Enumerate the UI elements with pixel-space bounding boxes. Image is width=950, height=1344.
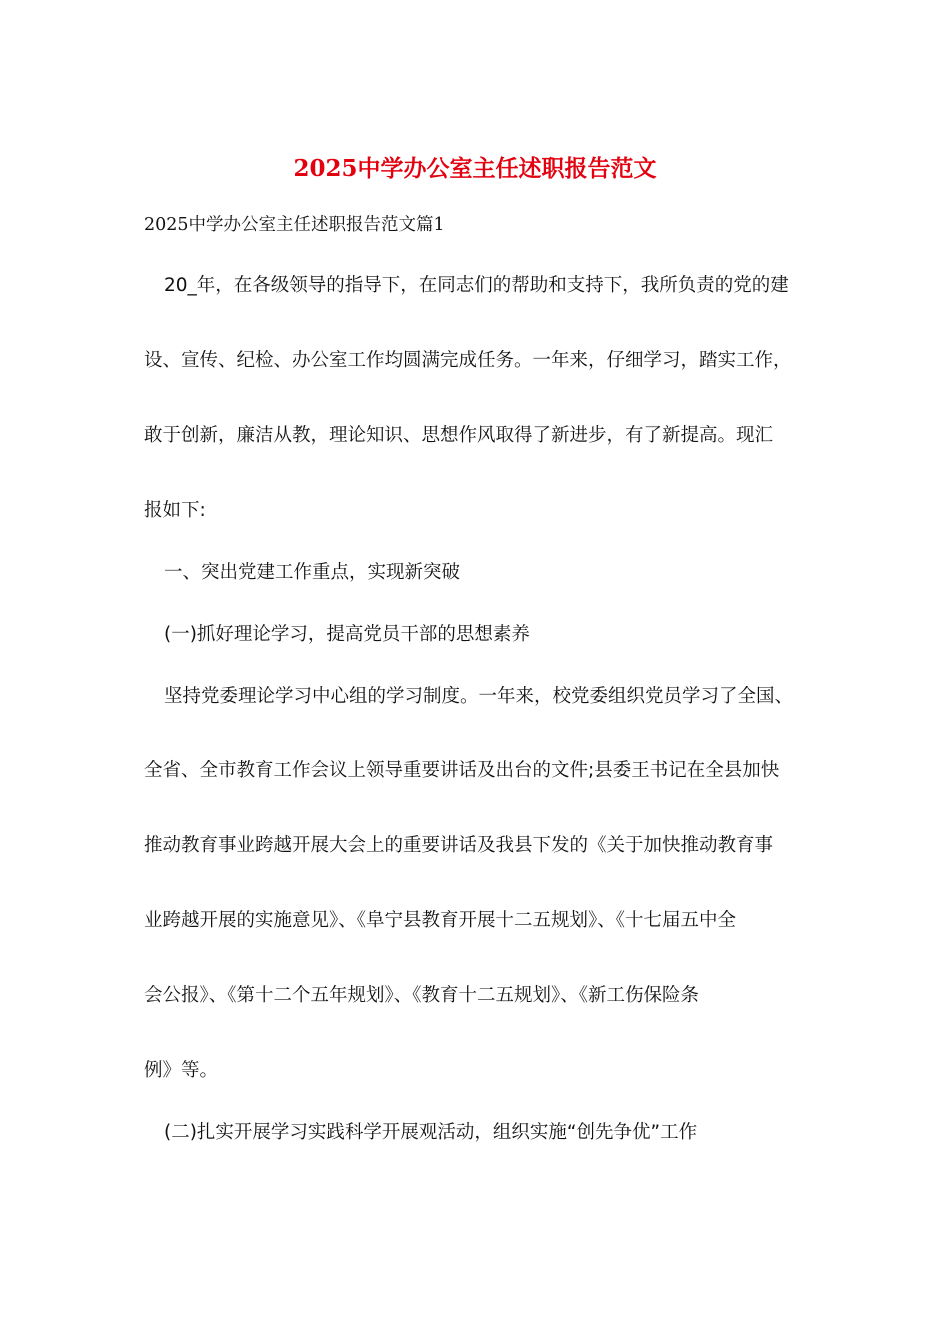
paragraph-line: 敢于创新，廉洁从教，理论知识、思想作风取得了新进步，有了新提高。现汇	[144, 425, 774, 446]
paragraph-line: 会公报》、《第十二个五年规划》、《教育十二五规划》、《新工伤保险条	[144, 985, 700, 1006]
paragraph-line: 坚持党委理论学习中心组的学习制度。一年来，校党委组织党员学习了全国、	[164, 686, 794, 707]
paragraph-line: 例》等。	[144, 1060, 219, 1081]
document-subtitle: 2025中学办公室主任述职报告范文篇1	[144, 215, 445, 235]
subsection-heading: (一)抓好理论学习，提高党员干部的思想素养	[164, 624, 530, 645]
paragraph-line: 业跨越开展的实施意见》、《阜宁县教育开展十二五规划》、《十七届五中全	[144, 910, 737, 931]
paragraph-line: 报如下:	[144, 500, 206, 521]
paragraph-line: 20_年，在各级领导的指导下，在同志们的帮助和支持下，我所负责的党的建	[164, 275, 789, 296]
section-heading: 一、突出党建工作重点，实现新突破	[164, 562, 461, 583]
paragraph-line: 设、宣传、纪检、办公室工作均圆满完成任务。一年来，仔细学习，踏实工作，	[144, 350, 792, 371]
subsection-heading: (二)扎实开展学习实践科学开展观活动，组织实施“创先争优”工作	[164, 1122, 698, 1143]
paragraph-line: 推动教育事业跨越开展大会上的重要讲话及我县下发的《关于加快推动教育事	[144, 835, 774, 856]
paragraph-line: 全省、全市教育工作会议上领导重要讲话及出台的文件;县委王书记在全县加快	[144, 760, 780, 781]
document-title: 2025中学办公室主任述职报告范文	[293, 155, 657, 182]
